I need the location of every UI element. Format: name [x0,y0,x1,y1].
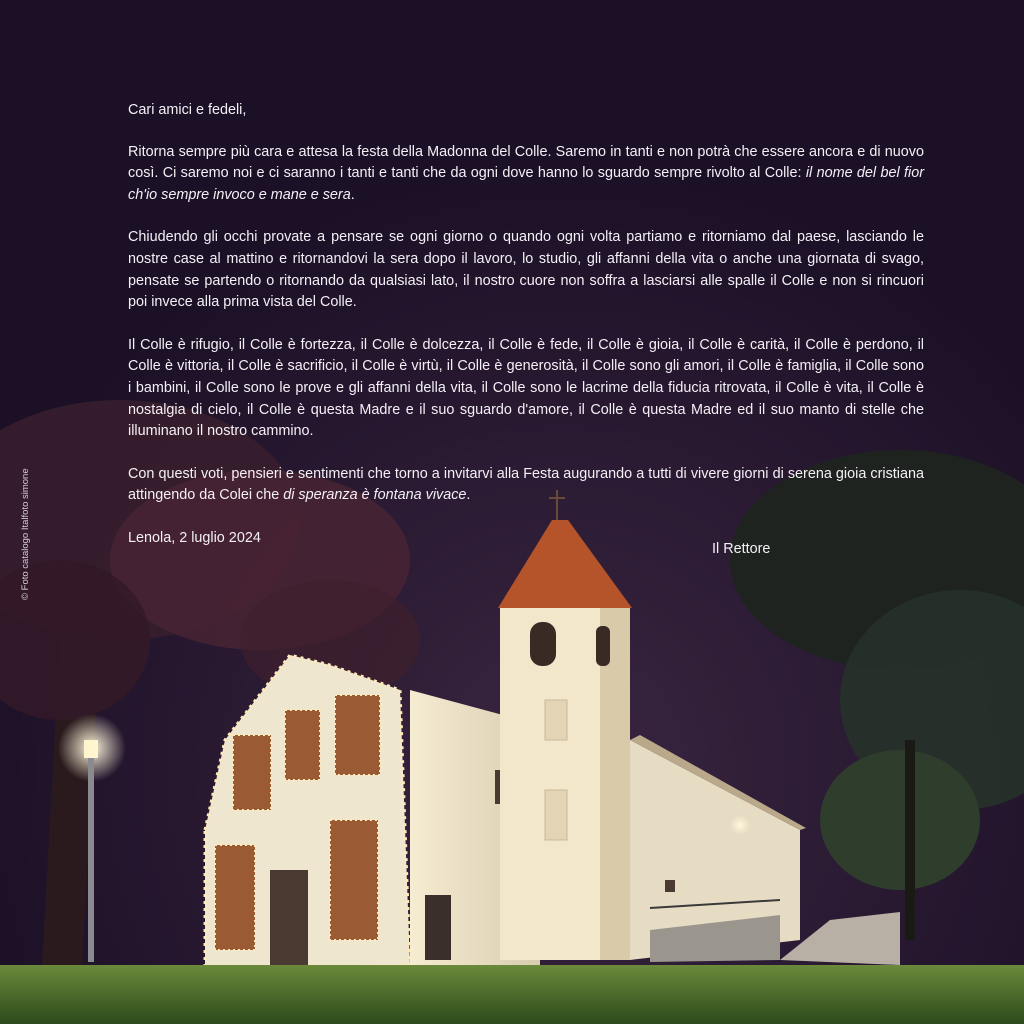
paragraph-4-end: . [466,487,471,504]
signature: Il Rettore [712,541,771,557]
paragraph-2: Chiudendo gli occhi provate a pensare se ogni giorno o quando ogni volta partiamo e ritorniamo dal paese, lasciando le nostre case al mattino e ritornandovi la sera dopo il lavoro, lo studio, gli affanni della vita o anche una giornata di svago, pensate se partendo o ritornando da qualsiasi lato, il nostro cuore non soffra a lasciarsi alle spalle il Colle e non si rincuori poi invece alla prima vista del Colle. [128,229,924,311]
paragraph-4-quote: di speranza è fontana vivace [283,487,467,504]
paragraph-1-end: . [350,186,355,203]
paragraph-1-quote: il nome del bel fior ch'io sempre invoco e mane e sera [128,165,924,203]
paragraph-3: Il Colle è rifugio, il Colle è fortezza, il Colle è dolcezza, il Colle è fede, il Colle è gioia, il Colle è carità, il Colle è perdono, il Colle è vittoria, il Colle è sacrificio, il Colle è virtù, il Colle è generosità, il Colle sono gli amori, il Colle è famiglia, il Colle sono i bambini, il Colle sono le prove e gli affanni della vita, il Colle sono le lacrime della fiducia ritrovata, il Colle è vita, il Colle è nostalgia di cielo, il Colle è questa Madre e il suo sguardo d'amore, il Colle è questa Madre ed il suo manto di stelle che illuminano il nostro cammino. [128,336,924,440]
paragraph-4-text: Con questi voti, pensieri e sentimenti che torno a invitarvi alla Festa augurando a tutti di vivere giorni di serena gioia cristiana attingendo da Colei che [128,465,924,504]
place-date: Lenola, 2 luglio 2024 [128,529,261,546]
grass-lawn [0,965,1024,1024]
photo-credit: © Foto catalogo Italfoto simone [20,468,31,600]
paragraph-4 [128,464,924,507]
salutation: Cari amici e fedeli, [128,102,247,118]
letter-body [128,100,924,571]
paragraph-1 [128,142,924,207]
paragraph-1-text: Ritorna sempre più cara e attesa la festa della Madonna del Colle. Saremo in tanti e non potrà che essere ancora e di nuovo così. Ci saremo noi e ci saranno i tanti e tanti che da ogni dove hanno lo sguardo sempre rivolto al Colle: [128,143,924,182]
